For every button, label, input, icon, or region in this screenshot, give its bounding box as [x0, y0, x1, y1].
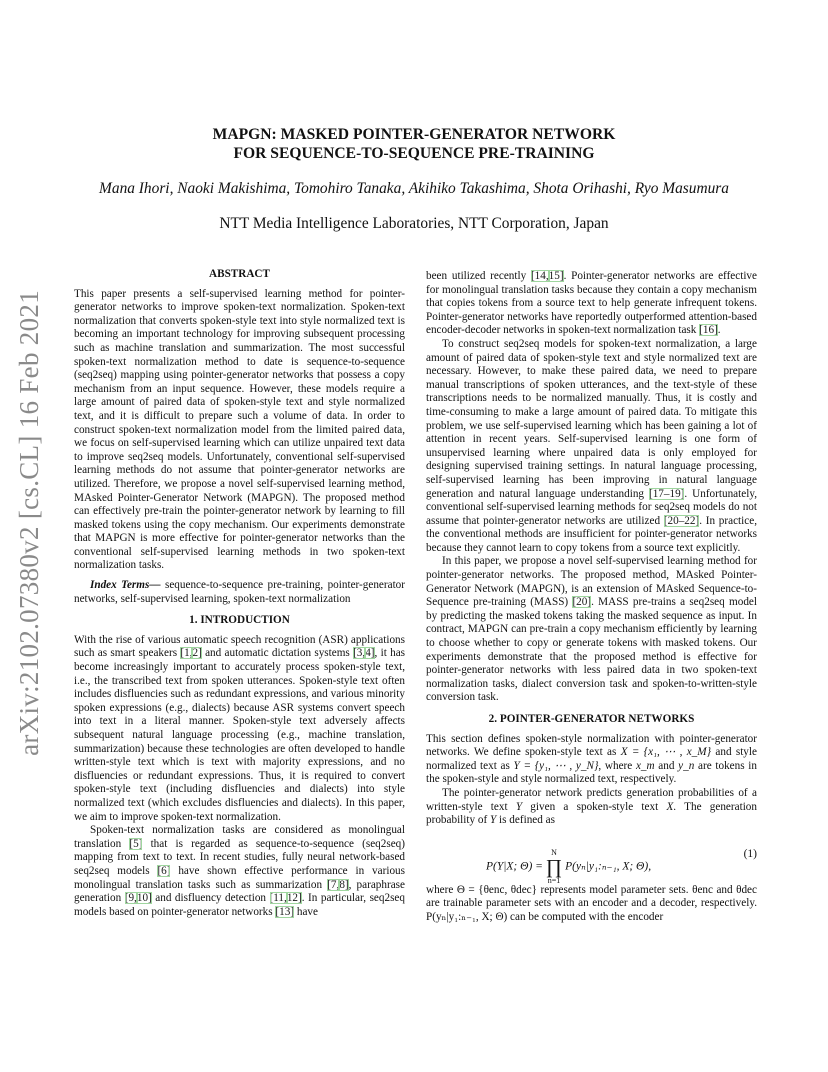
intro-paragraph-5: In this paper, we propose a novel self-supervised learning method for pointer-generator networks. The proposed method, MAsked Pointer-Generator Network (MAPGN), is an extension of MAsked Sequence-to-Sequence pre-training (MASS) [20]. MASS pre-trains a seq2seq model by predicting the masked tokens taking the masked sequence as input. In contract, MAPGN can pre-train a copy mechanism efficiently by learning to choose whether to copy or generate tokens with masked tokens. Our experiments demonstrate that the proposed method is effective for pointer-generator networks with less paired data in two spoken-text normalization tasks, dialect conversion task and spoken-to-written-style conversion task. [426, 555, 757, 704]
abstract-heading: ABSTRACT [209, 268, 270, 280]
citation-link[interactable]: [3, [353, 647, 366, 660]
citation-link[interactable]: [5] [129, 837, 143, 850]
citation-link[interactable]: 4] [365, 647, 375, 660]
citation-link[interactable]: 8] [339, 878, 349, 891]
intro-paragraph-3: been utilized recently [14,15]. Pointer-generator networks are effective for monolingual translation tasks because they contain a copy mechanism that copies tokens from a source text to help generate infrequent tokens. Pointer-generator networks have reportedly outperformed attention-based encoder-decoder networks in spoken-text normalization task [16]. [426, 270, 757, 337]
product-upper-limit: N [551, 847, 557, 857]
citation-link[interactable]: 15] [548, 270, 564, 282]
math-inline: x_m [635, 759, 655, 772]
index-terms [74, 579, 405, 606]
product-symbol: ∏ [545, 855, 563, 878]
sec2-paragraph-1: This section defines spoken-style normalization with pointer-generator networks. We define spoken-style text as X = {x₁, ⋯ , x_M} and style normalized text as Y = {y₁, ⋯ , y_N}, where x_m and y_n are tokens in the spoken-style and style normalized text, respectively. [426, 732, 757, 786]
left-column [74, 268, 405, 919]
math-inline: X [666, 800, 674, 813]
abstract-text: This paper presents a self-supervised learning method for pointer-generator networks to improve spoken-text normalization. Spoken-text normalization that converts spoken-style text into style normalized text is becoming an important technology for improving subsequent processing such as machine translation and summarization. The most successful spoken-text normalization method to date is sequence-to-sequence (seq2seq) mapping using pointer-generator networks that possess a copy mechanism from an input sequence. However, these models require a large amount of paired data of spoken-style text and style normalized text, and it is difficult to prepare such a volume of data. In order to construct spoken-text normalization model from the limited paired data, we focus on self-supervised learning which can utilize unpaired text data to improve seq2seq models. Unfortunately, conventional self-supervised learning methods do not assume that pointer-generator networks are utilized. Therefore, we propose a novel self-supervised learning method, MAsked Pointer-Generator Network (MAPGN). The proposed method can effectively pre-train the pointer-generator network by learning to fill masked tokens using the copy mechanism. Our experiments demonstrate that MAPGN is more effective for pointer-generator networks than the conventional self-supervised learning methods in two spoken-text normalization tasks. [74, 287, 405, 572]
intro-paragraph-1: With the rise of various automatic speech recognition (ASR) applications such as smart speakers [1,2] and automatic dictation systems [3,4], it has become increasingly important to accurately process spoken-style text, i.e., the transcribed text from spoken utterances. Spoken-style text often includes disfluencies such as redundant expressions, and various minority spoken expressions (e.g., dialects) because ASR systems convert speech into text in a literal manner. Spoken-style text adversely affects subsequent natural language processing (e.g., machine translation, summarization) because these technologies are often developed to handle written-style text which is text with majority expressions, and no disfluencies or redundant expressions. Thus, it is required to convert spoken-style text (including disfluencies and dialects) into style normalized text (which excludes disfluencies and dialects). In this paper, we aim to improve spoken-text normalization. [74, 633, 406, 823]
index-terms-text: sequence-to-sequence pre-training, pointer-generator networks, self-supervised learning, spoken-text normalization [74, 579, 405, 605]
citation-link[interactable]: [7, [327, 878, 340, 891]
citation-link[interactable]: [16] [699, 324, 718, 337]
citation-link[interactable]: [17–19] [648, 487, 685, 500]
equation-lhs: P(Y|X; Θ) = [486, 860, 546, 873]
title-line-1: MAPGN: MASKED POINTER-GENERATOR NETWORK [212, 126, 616, 143]
product-lower-limit: n=1 [547, 875, 561, 885]
intro-paragraph-4: To construct seq2seq models for spoken-text normalization, a large amount of paired data of spoken-style text and style normalized text are necessary. However, to make these paired data, we need to prepare manual transcriptions of spoken utterances, and the text-style of these transcriptions needs to be normalized manually. Thus, it is costly and time-consuming to make a large amount of paired data. To mitigate this problem, we use self-supervised learning which has been gaining a lot of attention in recent years. Self-supervised learning is one form of unsupervised learning where unpaired data is only employed for designing supervised training settings. In natural language processing, self-supervised learning has been improving in natural language generation and natural language understanding [17–19]. Unfortunately, conventional self-supervised learning methods for seq2seq models do not assume that pointer-generator networks are utilized [20–22]. In practice, the conventional methods are insufficient for pointer-generator networks because they cannot learn to copy tokens from a source text explicitly. [426, 337, 758, 554]
math-inline: X = {x₁, ⋯ , x_M} [620, 746, 712, 759]
citation-link[interactable]: [13] [275, 905, 295, 918]
paper-title [90, 125, 738, 163]
citation-link[interactable]: [9, [124, 892, 137, 905]
product-operator [546, 848, 562, 886]
equation-1 [426, 836, 757, 885]
citation-link[interactable]: [6] [157, 864, 171, 877]
citation-link[interactable]: [20–22] [663, 514, 700, 527]
right-column [426, 270, 757, 925]
arxiv-identifier: arXiv:2102.07380v2 [cs.CL] 16 Feb 2021 [14, 290, 44, 756]
citation-link[interactable]: [20] [572, 596, 592, 609]
citation-link[interactable]: [14, [530, 270, 549, 282]
equation-number: (1) [743, 847, 757, 860]
section-1-heading: 1. INTRODUCTION [189, 614, 290, 627]
citation-link[interactable]: 12] [286, 892, 302, 905]
sec2-paragraph-3: where Θ = {θenc, θdec} represents model parameter sets. θenc and θdec are trainable parameter sets with an encoder and a decoder, respectively. P(yₙ|y₁:ₙ₋₁, X; Θ) can be computed with the encoder [426, 883, 757, 923]
math-inline: Y [490, 814, 497, 827]
math-inline: Y = {y₁, ⋯ , y_N} [513, 759, 599, 772]
index-terms-label: Index Terms— [90, 579, 161, 592]
citation-link[interactable]: [1, [180, 647, 193, 660]
equation-rhs: P(yₙ|y₁:ₙ₋₁, X; Θ), [565, 860, 652, 873]
citation-link[interactable]: [11, [269, 892, 287, 905]
math-inline: Y [515, 800, 523, 813]
equation-body [486, 848, 651, 886]
intro-paragraph-2: Spoken-text normalization tasks are considered as monolingual translation [5] that is regarded as sequence-to-sequence (seq2seq) mapping from text to text. In recent studies, fully neural network-based seq2seq models [6] have shown effective performance in various monolingual translation tasks such as summarization [7,8], paraphrase generation [9,10] and disfluency detection [11,12]. In particular, seq2seq models based on pointer-generator networks [13] have [74, 824, 406, 918]
sec2-paragraph-2: The pointer-generator network predicts generation probabilities of a written-style text Y given a spoken-style text X. The generation probability of Y is defined as [426, 786, 757, 827]
affiliation: NTT Media Intelligence Laboratories, NTT Corporation, Japan [219, 215, 609, 232]
author-list: Mana Ihori, Naoki Makishima, Tomohiro Tanaka, Akihiko Takashima, Shota Orihashi, Ryo Masumura [99, 180, 729, 197]
citation-link[interactable]: 2] [192, 647, 202, 660]
math-inline: y_n [678, 759, 695, 772]
section-2-heading: 2. POINTER-GENERATOR NETWORKS [488, 713, 695, 725]
citation-link[interactable]: 10] [136, 892, 152, 905]
title-line-2: FOR SEQUENCE-TO-SEQUENCE PRE-TRAINING [233, 145, 595, 162]
